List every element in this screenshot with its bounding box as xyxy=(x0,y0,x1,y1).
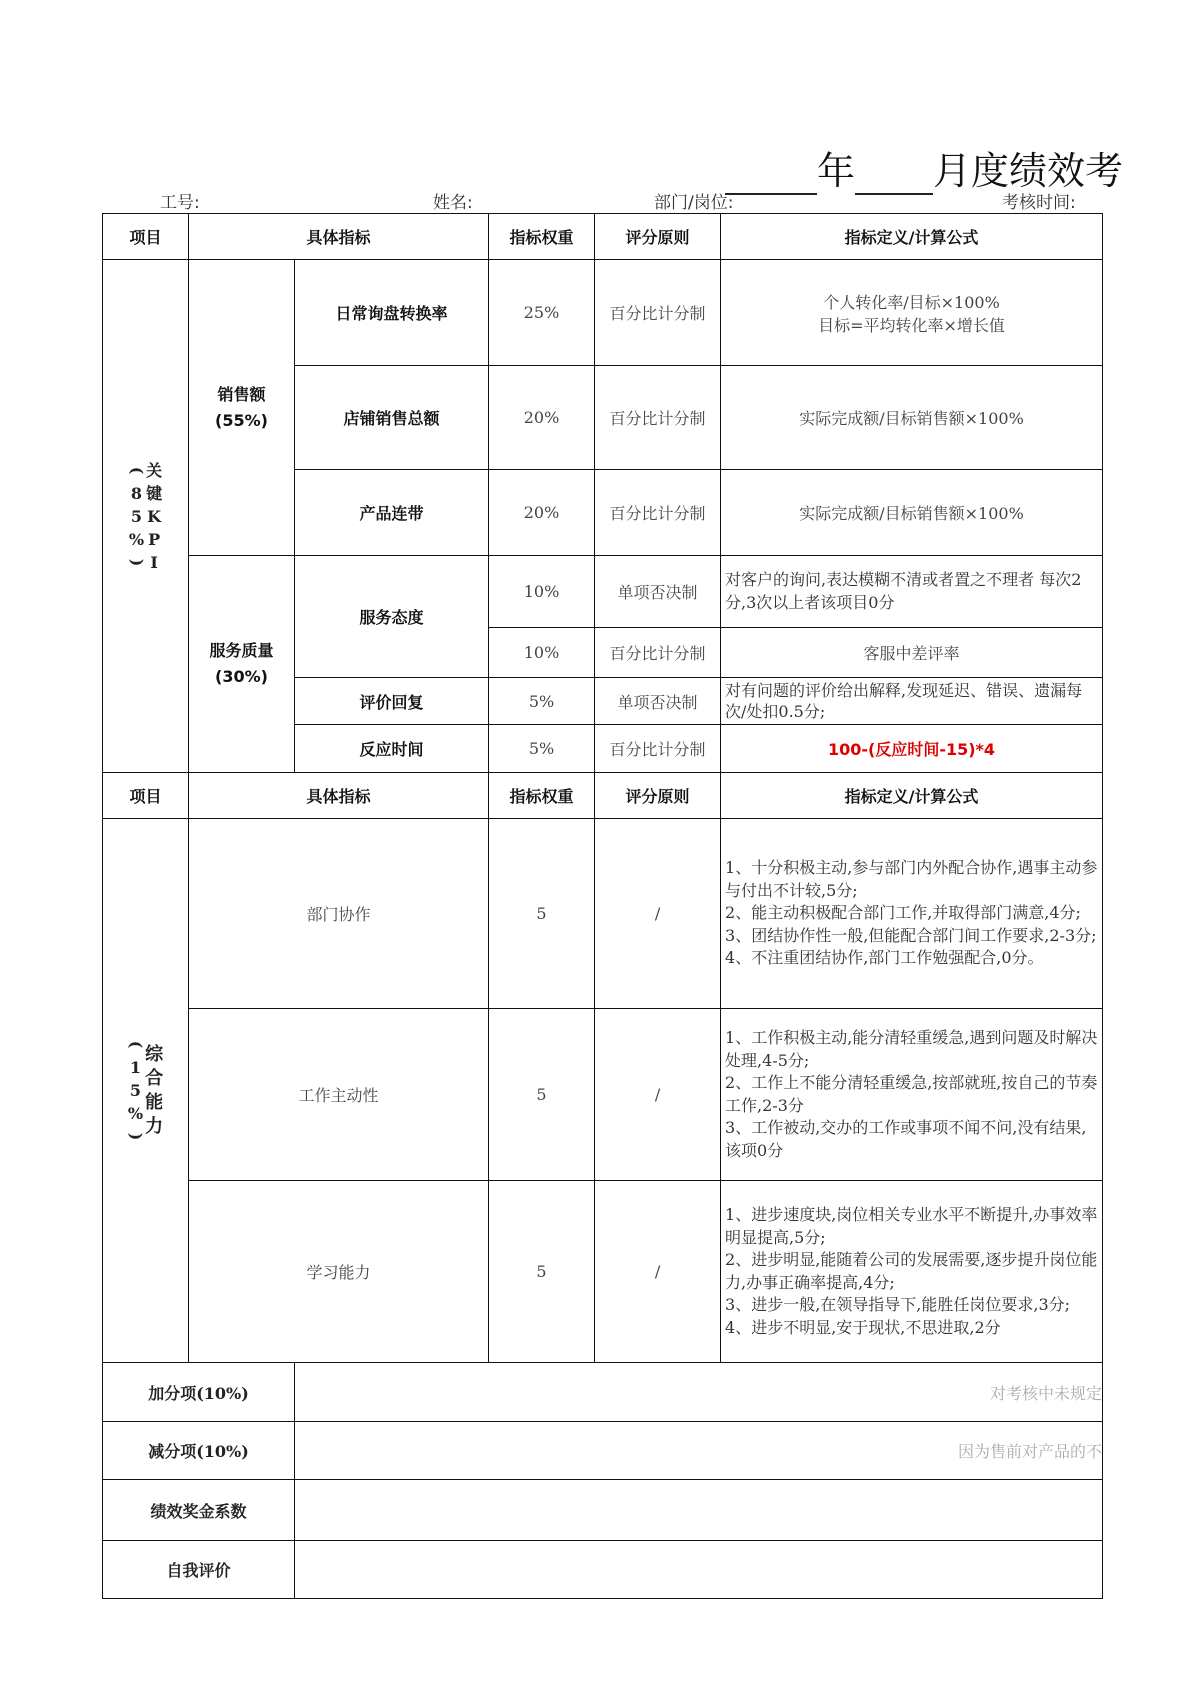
ability-definition: 1、十分积极主动,参与部门内外配合协作,遇事主动参与付出不计较,5分; 2、能主动积极配合部门工作,并取得部门满意,4分; 3、团结协作性一般,但能配合部门间工作要求,2-3分; 4、不注重团结协作,部门工作勉强配合,0分。 xyxy=(721,819,1103,1009)
indicator-rule: 单项否决制 xyxy=(595,678,721,725)
header-rule: 评分原则 xyxy=(595,773,721,819)
header-item: 项目 xyxy=(103,773,189,819)
bonus-label: 加分项(10%) xyxy=(103,1363,295,1422)
employee-id-label: 工号: xyxy=(160,193,200,213)
indicator-weight[interactable]: 20% xyxy=(489,366,595,470)
deduction-input[interactable] xyxy=(295,1422,1103,1480)
indicator-definition: 实际完成额/目标销售额×100% xyxy=(721,470,1103,556)
indicator-weight[interactable]: 5% xyxy=(489,678,595,725)
name-label: 姓名: xyxy=(433,193,473,213)
indicator-rule: 百分比计分制 xyxy=(595,366,721,470)
ability-rule: / xyxy=(595,1181,721,1363)
coefficient-label: 绩效奖金系数 xyxy=(103,1480,295,1541)
kpi-section-label xyxy=(103,260,189,773)
indicator-definition: 客服中差评率 xyxy=(721,628,1103,678)
table-row xyxy=(103,1009,1103,1181)
indicator-rule: 百分比计分制 xyxy=(595,260,721,366)
ability-name: 工作主动性 xyxy=(189,1009,489,1181)
month-blank[interactable] xyxy=(855,163,933,195)
year-blank[interactable] xyxy=(725,163,817,195)
bonus-input[interactable] xyxy=(295,1363,1103,1422)
ability-name: 部门协作 xyxy=(189,819,489,1009)
ability-name: 学习能力 xyxy=(189,1181,489,1363)
indicator-name: 店铺销售总额 xyxy=(295,366,489,470)
coefficient-input[interactable] xyxy=(295,1480,1103,1541)
header-weight: 指标权重 xyxy=(489,773,595,819)
indicator-name: 反应时间 xyxy=(295,725,489,773)
review-time-label: 考核时间: xyxy=(1002,193,1076,213)
sales-category: 销售额 (55%) xyxy=(189,260,295,556)
ability-weight[interactable]: 5 xyxy=(489,1181,595,1363)
ability-rule: / xyxy=(595,1009,721,1181)
indicator-rule: 百分比计分制 xyxy=(595,470,721,556)
indicator-definition: 100-(反应时间-15)*4 xyxy=(721,725,1103,773)
self-review-input[interactable] xyxy=(295,1541,1103,1599)
indicator-name: 日常询盘转换率 xyxy=(295,260,489,366)
coefficient-row xyxy=(103,1480,1103,1541)
header-item: 项目 xyxy=(103,214,189,260)
service-category: 服务质量 (30%) xyxy=(189,556,295,773)
indicator-definition: 对有问题的评价给出解释,发现延迟、错误、遗漏每次/处扣0.5分; xyxy=(721,678,1103,725)
table-row xyxy=(103,260,1103,366)
indicator-rule: 百分比计分制 xyxy=(595,628,721,678)
ability-rule: / xyxy=(595,819,721,1009)
ability-weight[interactable]: 5 xyxy=(489,1009,595,1181)
table-row xyxy=(103,556,1103,628)
kpi-table xyxy=(102,213,1103,1599)
indicator-weight[interactable]: 20% xyxy=(489,470,595,556)
indicator-definition: 对客户的询问,表达模糊不清或者置之不理者 每次2分,3次以上者该项目0分 xyxy=(721,556,1103,628)
header-rule: 评分原则 xyxy=(595,214,721,260)
header-indicator: 具体指标 xyxy=(189,773,489,819)
header-row xyxy=(103,773,1103,819)
bonus-text: 对考核中未规定 xyxy=(990,1383,1103,1403)
indicator-definition: 个人转化率/目标×100% 目标=平均转化率×增长值 xyxy=(721,260,1103,366)
dept-position-label: 部门/岗位: xyxy=(654,193,734,213)
ability-weight[interactable]: 5 xyxy=(489,819,595,1009)
ability-section-percent: ( 1 5 % ) xyxy=(125,1040,145,1141)
kpi-section-percent: ( 8 5 % ) xyxy=(126,466,146,566)
ability-section-label xyxy=(103,819,189,1363)
table-row xyxy=(103,1181,1103,1363)
table-row xyxy=(103,819,1103,1009)
indicator-name: 产品连带 xyxy=(295,470,489,556)
indicator-name: 评价回复 xyxy=(295,678,489,725)
indicator-rule: 百分比计分制 xyxy=(595,725,721,773)
indicator-definition: 实际完成额/目标销售额×100% xyxy=(721,366,1103,470)
self-review-label: 自我评价 xyxy=(103,1541,295,1599)
ability-section-name: 综 合 能 力 xyxy=(145,1043,164,1137)
indicator-name: 服务态度 xyxy=(295,556,489,678)
indicator-weight[interactable]: 10% xyxy=(489,628,595,678)
page-title: 年 月度绩效考 xyxy=(725,140,1123,195)
indicator-weight[interactable]: 10% xyxy=(489,556,595,628)
bonus-row xyxy=(103,1363,1103,1422)
header-weight: 指标权重 xyxy=(489,214,595,260)
deduction-text: 因为售前对产品的不 xyxy=(958,1442,1103,1461)
ability-definition: 1、工作积极主动,能分清轻重缓急,遇到问题及时解决处理,4-5分; 2、工作上不能分清轻重缓急,按部就班,按自己的节奏工作,2-3分 3、工作被动,交办的工作或事项不闻不问,没有结果,该项0分 xyxy=(721,1009,1103,1181)
indicator-rule: 单项否决制 xyxy=(595,556,721,628)
ability-definition: 1、进步速度块,岗位相关专业水平不断提升,办事效率明显提高,5分; 2、进步明显,能随着公司的发展需要,逐步提升岗位能力,办事正确率提高,4分; 3、进步一般,在领导指导下,能胜任岗位要求,3分; 4、进步不明显,安于现状,不思进取,2分 xyxy=(721,1181,1103,1363)
deduction-label: 减分项(10%) xyxy=(103,1422,295,1480)
header-row xyxy=(103,214,1103,260)
indicator-weight[interactable]: 5% xyxy=(489,725,595,773)
header-definition: 指标定义/计算公式 xyxy=(721,214,1103,260)
deduction-row xyxy=(103,1422,1103,1480)
header-indicator: 具体指标 xyxy=(189,214,489,260)
header-definition: 指标定义/计算公式 xyxy=(721,773,1103,819)
indicator-weight[interactable]: 25% xyxy=(489,260,595,366)
self-review-row xyxy=(103,1541,1103,1599)
kpi-section-name: 关 键 K P I xyxy=(146,460,163,572)
